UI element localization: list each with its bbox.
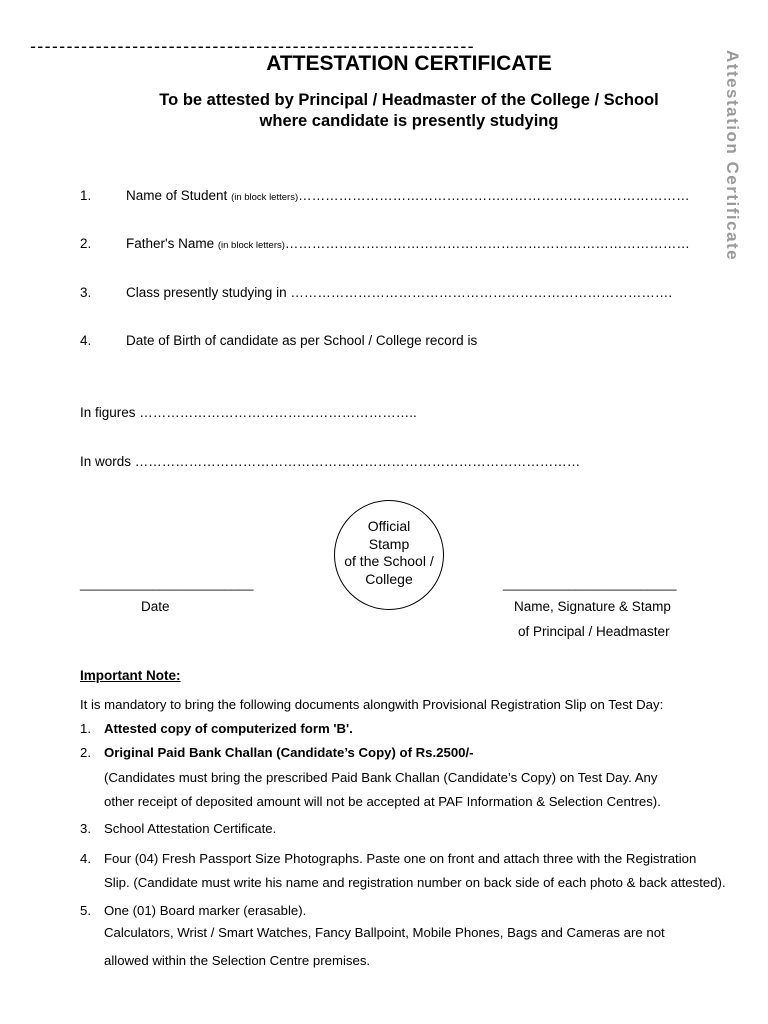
signature-label-1: Name, Signature & Stamp <box>514 599 671 614</box>
note-item-5-number: 5. <box>80 903 91 918</box>
dob-in-words[interactable]: In words ……………………………………………………………………………………… <box>80 454 581 469</box>
principal-signature-line[interactable]: ________________________ <box>503 576 677 591</box>
signature-label-2: of Principal / Headmaster <box>518 624 670 639</box>
stamp-line-1: Official <box>367 518 411 534</box>
field-dots: …………………………………………………………………………. <box>290 285 673 300</box>
stamp-line-4: College <box>365 570 413 587</box>
note-prohibited-items-2: allowed within the Selection Centre premises. <box>104 953 371 968</box>
note-item-2-detail-2: other receipt of deposited amount will not be accepted at PAF Information & Selection Centres). <box>104 794 661 809</box>
stamp-line-2: Stamp <box>368 535 410 552</box>
side-label: Attestation Certificate <box>723 50 742 262</box>
official-stamp-circle <box>334 500 444 610</box>
field-note: (in block letters) <box>231 192 299 203</box>
note-item-5: One (01) Board marker (erasable). <box>104 903 307 918</box>
important-note-intro: It is mandatory to bring the following documents alongwith Provisional Registration Slip on Test Day: <box>80 697 664 712</box>
subtitle-line-1: To be attested by Principal / Headmaster of the College / School <box>159 91 659 109</box>
date-line[interactable]: ________________________ <box>80 576 254 591</box>
page-title: ATTESTATION CERTIFICATE <box>266 52 552 75</box>
field-class[interactable] <box>126 285 672 300</box>
dob-in-figures[interactable]: In figures …………………………………………………….. <box>80 405 417 420</box>
field-2-number: 2. <box>80 236 92 251</box>
field-note: (in block letters) <box>217 240 285 251</box>
field-4-number: 4. <box>80 333 92 348</box>
stamp-line-3: of the School / <box>344 553 434 569</box>
field-father-name[interactable] <box>126 236 690 251</box>
note-item-1: Attested copy of computerized form 'B'. <box>104 721 353 736</box>
stamp-text <box>335 518 443 588</box>
note-item-2-number: 2. <box>80 745 91 760</box>
field-dob-label: Date of Birth of candidate as per School / College record is <box>126 333 478 348</box>
field-label: Father's Name <box>126 236 218 251</box>
note-item-3: School Attestation Certificate. <box>104 821 277 836</box>
field-label: Class presently studying in <box>126 285 291 300</box>
note-item-3-number: 3. <box>80 821 91 836</box>
note-item-2-detail-1: (Candidates must bring the prescribed Paid Bank Challan (Candidate’s Copy) on Test Day. Any <box>104 770 658 785</box>
important-note-heading: Important Note: <box>80 668 181 683</box>
subtitle-line-2: where candidate is presently studying <box>259 112 559 130</box>
note-item-4-detail: Slip. (Candidate must write his name and registration number on back side of each photo & back attested). <box>104 875 726 890</box>
field-3-number: 3. <box>80 285 92 300</box>
page-subtitle <box>0 90 768 132</box>
field-label: Name of Student <box>126 188 232 203</box>
note-item-4-number: 4. <box>80 851 91 866</box>
field-student-name[interactable] <box>126 188 690 203</box>
note-item-4: Four (04) Fresh Passport Size Photographs. Paste one on front and attach three with the Registration <box>104 851 697 866</box>
date-label: Date <box>141 599 170 614</box>
top-dashed-rule: ------------------------------------------------------------- <box>30 36 475 56</box>
note-prohibited-items-1: Calculators, Wrist / Smart Watches, Fancy Ballpoint, Mobile Phones, Bags and Cameras are not <box>104 925 665 940</box>
field-dots: …………………………………………………………………………… <box>298 188 690 203</box>
note-item-1-number: 1. <box>80 721 91 736</box>
field-dots: ……………………………………………………………………………… <box>284 236 690 251</box>
field-1-number: 1. <box>80 188 92 203</box>
note-item-2: Original Paid Bank Challan (Candidate’s Copy) of Rs.2500/- <box>104 745 474 760</box>
